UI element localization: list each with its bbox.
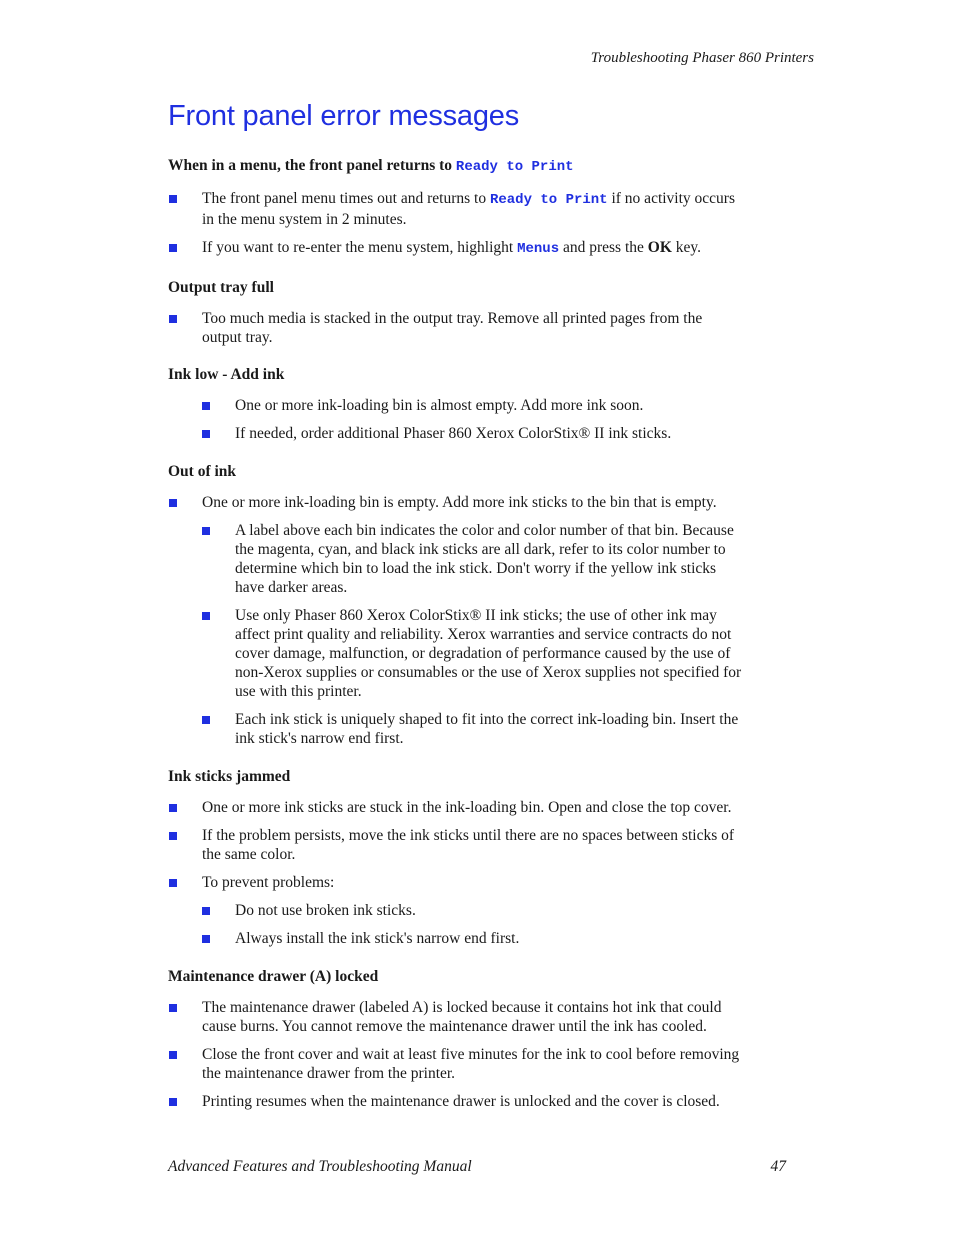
bullet-square-icon: [169, 879, 177, 887]
running-header: Troubleshooting Phaser 860 Printers: [590, 50, 814, 66]
list-item: Too much media is stacked in the output tray. Remove all printed pages from the output tray.: [168, 309, 818, 347]
bullet-square-icon: [169, 1004, 177, 1012]
list-item: Use only Phaser 860 Xerox ColorStix® II ink sticks; the use of other ink may affect print quality and reliability. Xerox warranties and service contracts do not cover damage, malfunction, or degradation of performance caused by the use of non-Xerox supplies or consumables or the use of Xerox supplies not specified for use with this printer.: [168, 606, 818, 701]
bullet-square-icon: [202, 527, 210, 535]
bullet-square-icon: [202, 612, 210, 620]
bullet-square-icon: [202, 430, 210, 438]
section-heading-out-of-ink: Out of ink: [168, 463, 237, 480]
bullet-square-icon: [169, 499, 177, 507]
bullet-square-icon: [202, 935, 210, 943]
list-item: Printing resumes when the maintenance drawer is unlocked and the cover is closed.: [168, 1092, 818, 1111]
page-footer: [168, 1158, 786, 1176]
list-item: One or more ink-loading bin is empty. Add more ink sticks to the bin that is empty.: [168, 493, 818, 512]
bullet-square-icon: [169, 195, 177, 203]
list-item: Do not use broken ink sticks.: [168, 901, 818, 920]
bullet-square-icon: [169, 1098, 177, 1106]
page-number: 47: [770, 1158, 786, 1175]
section-heading-ink-jammed: Ink sticks jammed: [168, 768, 291, 785]
list-item: Always install the ink stick's narrow end first.: [168, 929, 818, 948]
page-content: [168, 156, 818, 1111]
code-ready-to-print: Ready to Print: [455, 159, 574, 175]
bullet-square-icon: [202, 402, 210, 410]
key-ok: OK: [647, 239, 672, 256]
list-item: One or more ink sticks are stuck in the ink-loading bin. Open and close the top cover.: [168, 798, 818, 817]
list-item: One or more ink-loading bin is almost empty. Add more ink soon.: [168, 396, 818, 415]
section-heading-maintenance: Maintenance drawer (A) locked: [168, 968, 379, 985]
footer-manual-title: Advanced Features and Troubleshooting Manual: [168, 1158, 472, 1175]
code-ready-to-print: Ready to Print: [489, 192, 608, 208]
bullet-square-icon: [169, 832, 177, 840]
section-heading-ink-low: Ink low - Add ink: [168, 366, 285, 383]
list-item: Close the front cover and wait at least five minutes for the ink to cool before removing the maintenance drawer from the printer.: [168, 1045, 818, 1083]
list-item: If the problem persists, move the ink sticks until there are no spaces between sticks of the same color.: [168, 826, 818, 864]
bullet-square-icon: [169, 1051, 177, 1059]
list-item: The front panel menu times out and returns to Ready to Print if no activity occurs in the menu system in 2 minutes.: [168, 189, 818, 229]
list-item: Each ink stick is uniquely shaped to fit into the correct ink-loading bin. Insert the ink stick's narrow end first.: [168, 710, 818, 748]
bullet-square-icon: [202, 907, 210, 915]
bullet-square-icon: [202, 716, 210, 724]
bullet-square-icon: [169, 315, 177, 323]
code-menus: Menus: [517, 241, 560, 257]
list-item: If you want to re-enter the menu system, highlight Menus and press the OK key.: [168, 238, 818, 259]
page-title: Front panel error messages: [168, 100, 520, 132]
list-item: A label above each bin indicates the color and color number of that bin. Because the magenta, cyan, and black ink sticks are all dark, refer to its color number to determine which bin to load the ink stick. Don't worry if the yellow ink sticks have darker areas.: [168, 521, 818, 597]
bullet-square-icon: [169, 244, 177, 252]
list-item: The maintenance drawer (labeled A) is locked because it contains hot ink that could cause burns. You cannot remove the maintenance drawer until the ink has cooled.: [168, 998, 818, 1036]
bullet-square-icon: [169, 804, 177, 812]
section-heading-output-tray: Output tray full: [168, 279, 274, 296]
list-item: If needed, order additional Phaser 860 Xerox ColorStix® II ink sticks.: [168, 424, 818, 443]
list-item: To prevent problems:: [168, 873, 818, 892]
section-heading-menu-timeout: When in a menu, the front panel returns to Ready to Print: [168, 157, 574, 175]
